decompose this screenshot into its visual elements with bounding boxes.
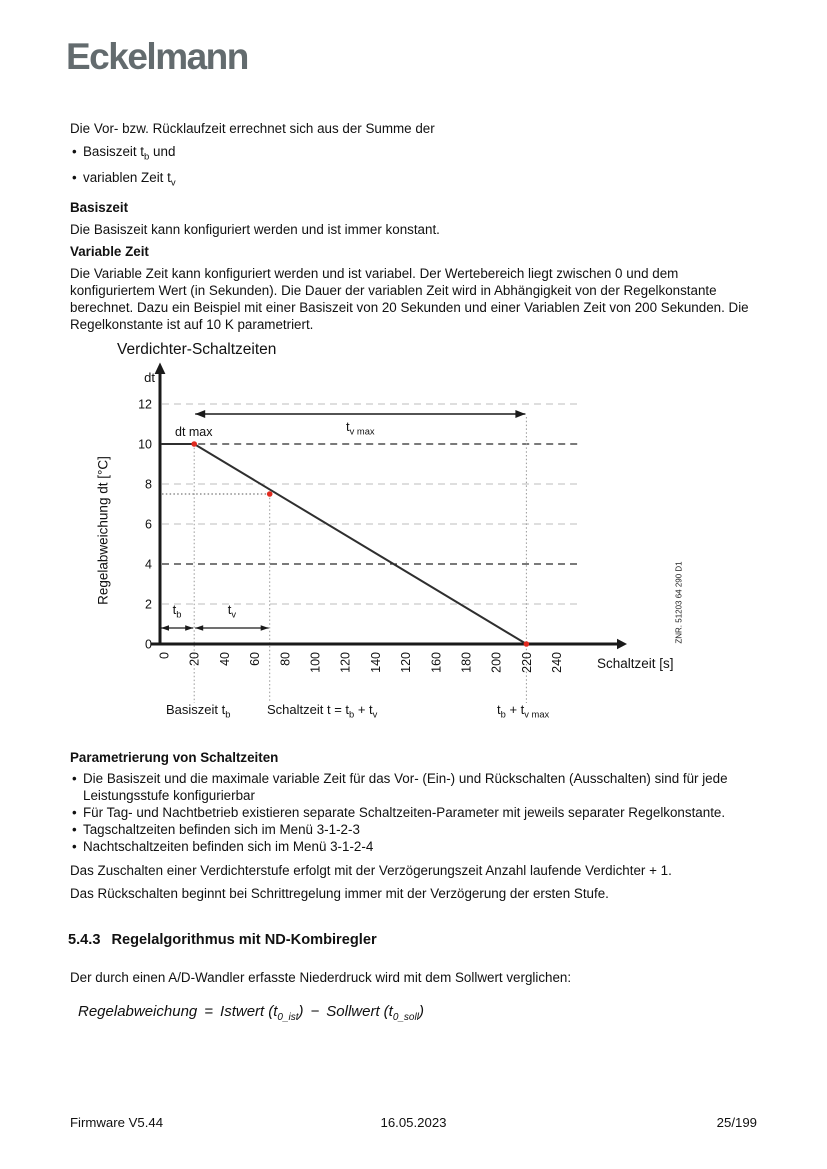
- svg-text:200: 200: [489, 652, 504, 673]
- svg-text:dt max: dt max: [175, 425, 213, 439]
- chart-canvas: [85, 341, 775, 739]
- footer-page-number: 25/199: [716, 1115, 757, 1130]
- list-item: • Basiszeit $t_b$ und: [70, 142, 762, 168]
- svg-text:0: 0: [145, 637, 152, 652]
- svg-text:tb + tv max: $t_b + t_{v max}$: [497, 702, 550, 720]
- svg-text:120: 120: [338, 652, 353, 673]
- page-footer: [70, 1115, 757, 1135]
- formula-minus: −: [310, 1003, 320, 1020]
- list-item: • Für Tag- und Nachtbetrieb existieren separate Schaltzeiten-Parameter mit jeweils separater Regelkonstante.: [70, 804, 766, 821]
- svg-text:60: 60: [248, 652, 263, 666]
- svg-text:tv max: $t_{v max}$: [346, 419, 375, 437]
- section-heading: [68, 932, 377, 948]
- list-item: • Die Basiszeit und die maximale variable Zeit für das Vor- (Ein-) und Rückschalten (Ausschalten) sind für jede Leistungsstufe konfigurierbar: [70, 770, 766, 804]
- formula-equals: =: [204, 1003, 214, 1020]
- section-intro-text: Der durch einen A/D-Wandler erfasste Niederdruck wird mit dem Sollwert verglichen:: [70, 970, 572, 985]
- parametrierung-list: [70, 770, 766, 855]
- company-logo: Eckelmann: [66, 36, 248, 77]
- formula-term2: Sollwert: [326, 1003, 380, 1020]
- svg-text:100: 100: [308, 652, 323, 673]
- rueckschalten-text: Das Rückschalten beginnt bei Schrittregelung immer mit der Verzögerung der ersten Stufe.: [70, 886, 609, 901]
- svg-text:8: 8: [145, 477, 152, 492]
- chart-x-axis-label: Schaltzeit [s]: [597, 656, 674, 671]
- formula: [78, 1003, 424, 1023]
- svg-text:160: 160: [429, 652, 444, 673]
- formula-term1: Istwert: [220, 1003, 265, 1020]
- zuschalten-text: Das Zuschalten einer Verdichterstufe erfolgt mit der Verzögerungszeit Anzahl laufende Verdichter + 1.: [70, 863, 672, 878]
- svg-text:Basiszeit tb: Basiszeit $t_b$: [166, 702, 231, 720]
- svg-text:20: 20: [187, 652, 202, 666]
- svg-text:140: 140: [368, 652, 383, 673]
- basiszeit-text: Die Basiszeit kann konfiguriert werden und ist immer konstant.: [70, 222, 440, 238]
- svg-text:0: 0: [157, 652, 172, 659]
- svg-text:180: 180: [459, 652, 474, 673]
- svg-text:Schaltzeit t = tb + tv: Schaltzeit $t = t_b + t_v$: [267, 702, 378, 720]
- svg-text:120: 120: [399, 652, 414, 673]
- formula-lhs: Regelabweichung: [78, 1003, 198, 1020]
- svg-text:220: 220: [519, 652, 534, 673]
- svg-text:240: 240: [550, 652, 565, 673]
- footer-firmware: Firmware V5.44: [70, 1115, 164, 1130]
- svg-text:tv: $t_v$: [227, 602, 237, 620]
- variable-zeit-text: Die Variable Zeit kann konfiguriert werden und ist variabel. Der Wertebereich liegt zwischen 0 und dem konfiguriertem Wert (in Sekunden). Die Dauer der variablen Zeit wird in Abhängigkeit von der Regelkonstante berechnet. Dazu ein Beispiel mit einer Basiszeit von 20 Sekunden und einer Variablen Zeit von 200 Sekunden. Die Regelkonstante ist auf 10 K parametriert.: [70, 266, 749, 333]
- svg-text:tb: $t_b$: [172, 602, 182, 620]
- svg-text:4: 4: [145, 557, 152, 572]
- parametrierung-heading: Parametrierung von Schaltzeiten: [70, 750, 279, 765]
- svg-text:12: 12: [138, 397, 152, 412]
- section-title: Regelalgorithmus mit ND-Kombiregler: [111, 932, 377, 948]
- chart-drawing-number: ZNR. 51203 64 290 D1: [674, 561, 684, 644]
- svg-text:2: 2: [145, 597, 152, 612]
- svg-text:dt: dt: [144, 370, 155, 385]
- chart-figure: [85, 341, 775, 739]
- intro-lead: Die Vor- bzw. Rücklaufzeit errechnet sich aus der Summe der: [70, 121, 435, 136]
- parametrierung-section: [70, 749, 766, 902]
- formula-arg1: $(t_{0\_ist})$: [268, 1003, 304, 1023]
- svg-text:10: 10: [138, 437, 152, 452]
- list-item: • Tagschaltzeiten befinden sich im Menü 3-1-2-3: [70, 821, 766, 838]
- variable-zeit-heading: Variable Zeit: [70, 244, 149, 260]
- basiszeit-heading: Basiszeit: [70, 200, 129, 216]
- svg-text:80: 80: [278, 652, 293, 666]
- chart-y-axis-label: Regelabweichung dt [°C]: [95, 456, 111, 605]
- section-number: 5.4.3: [68, 932, 101, 948]
- list-item: • Nachtschaltzeiten befinden sich im Menü 3-1-2-4: [70, 838, 766, 855]
- chart-title: Verdichter-Schaltzeiten: [117, 341, 277, 358]
- footer-date: 16.05.2023: [380, 1115, 447, 1130]
- svg-text:40: 40: [217, 652, 232, 666]
- time-components-list: [70, 142, 762, 194]
- formula-arg2: $(t_{0\_soll})$: [383, 1003, 424, 1023]
- svg-text:6: 6: [145, 517, 152, 532]
- list-item: • variablen Zeit $t_v$: [70, 168, 762, 194]
- intro-section: [70, 120, 762, 338]
